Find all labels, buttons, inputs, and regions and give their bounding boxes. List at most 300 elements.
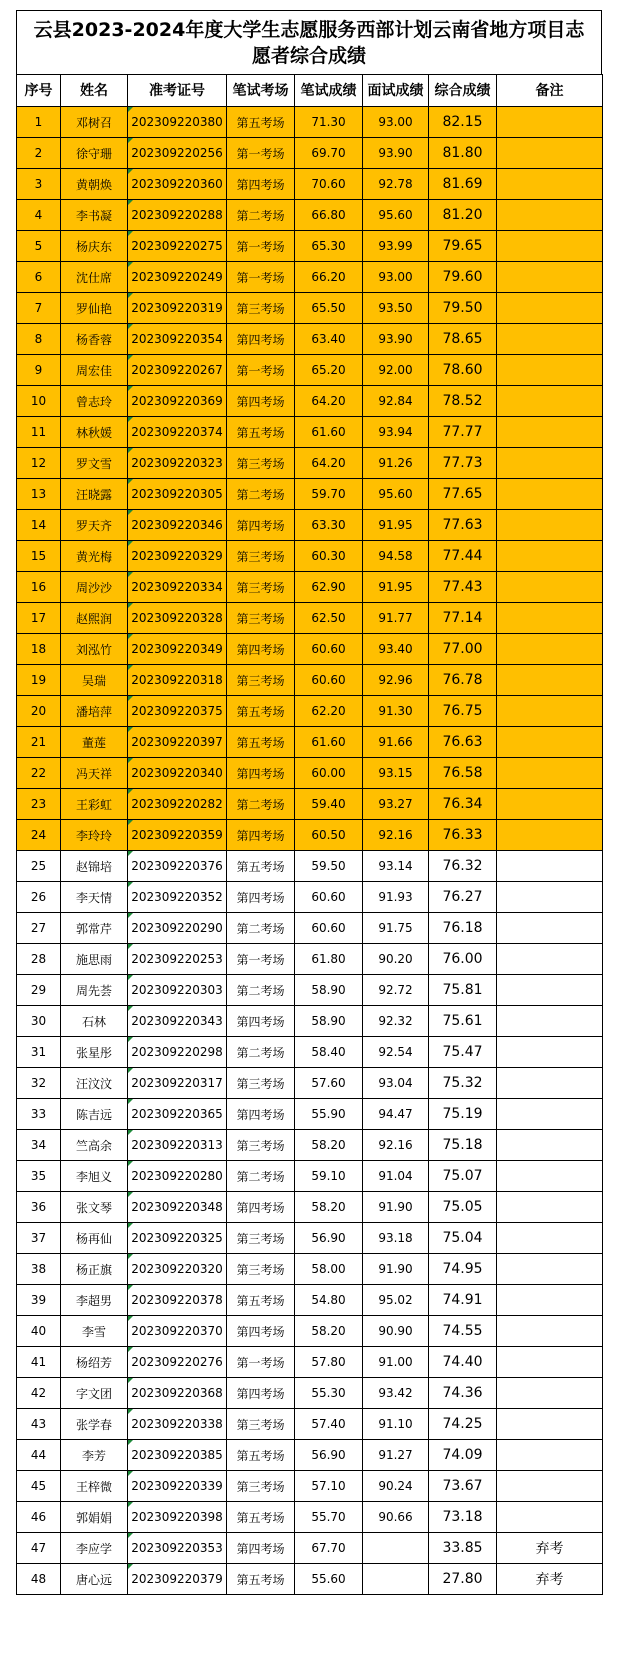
name-cell: 周先荟	[61, 975, 128, 1006]
name-cell: 杨香蓉	[61, 324, 128, 355]
interview-score-cell: 91.95	[363, 572, 429, 603]
exam-id-cell: 202309220249	[128, 262, 227, 293]
note-cell	[497, 138, 603, 169]
exam-room-cell: 第四考场	[227, 820, 295, 851]
table-row	[17, 1440, 603, 1471]
exam-room-cell: 第四考场	[227, 634, 295, 665]
composite-score-cell: 76.33	[429, 820, 497, 851]
index-cell: 42	[17, 1378, 61, 1409]
note-cell	[497, 1409, 603, 1440]
note-cell	[497, 1440, 603, 1471]
written-score-cell: 63.40	[295, 324, 363, 355]
table-row	[17, 1502, 603, 1533]
table-row	[17, 1347, 603, 1378]
table-row	[17, 1130, 603, 1161]
index-cell: 23	[17, 789, 61, 820]
composite-score-cell: 77.63	[429, 510, 497, 541]
name-cell: 郭娟娟	[61, 1502, 128, 1533]
index-cell: 19	[17, 665, 61, 696]
exam-room-cell: 第二考场	[227, 913, 295, 944]
index-cell: 30	[17, 1006, 61, 1037]
exam-room-cell: 第三考场	[227, 1471, 295, 1502]
index-cell: 26	[17, 882, 61, 913]
interview-score-cell: 91.10	[363, 1409, 429, 1440]
index-cell: 20	[17, 696, 61, 727]
name-cell: 王梓微	[61, 1471, 128, 1502]
name-cell: 字文团	[61, 1378, 128, 1409]
written-score-cell: 70.60	[295, 169, 363, 200]
composite-score-cell: 76.18	[429, 913, 497, 944]
exam-room-cell: 第五考场	[227, 1285, 295, 1316]
name-cell: 杨庆东	[61, 231, 128, 262]
exam-id-cell: 202309220282	[128, 789, 227, 820]
name-cell: 汪晓露	[61, 479, 128, 510]
written-score-cell: 58.90	[295, 975, 363, 1006]
note-cell	[497, 975, 603, 1006]
composite-score-cell: 73.67	[429, 1471, 497, 1502]
exam-room-cell: 第二考场	[227, 479, 295, 510]
exam-room-cell: 第四考场	[227, 510, 295, 541]
exam-id-cell: 202309220303	[128, 975, 227, 1006]
exam-room-cell: 第四考场	[227, 1006, 295, 1037]
name-cell: 邓树召	[61, 107, 128, 138]
composite-score-cell: 76.00	[429, 944, 497, 975]
table-row	[17, 479, 603, 510]
exam-room-cell: 第一考场	[227, 138, 295, 169]
exam-room-cell: 第三考场	[227, 1130, 295, 1161]
note-cell	[497, 417, 603, 448]
table-row	[17, 603, 603, 634]
note-cell	[497, 200, 603, 231]
composite-score-cell: 77.65	[429, 479, 497, 510]
table-row	[17, 417, 603, 448]
exam-id-cell: 202309220313	[128, 1130, 227, 1161]
composite-score-cell: 79.50	[429, 293, 497, 324]
exam-id-cell: 202309220359	[128, 820, 227, 851]
interview-score-cell: 91.04	[363, 1161, 429, 1192]
composite-score-cell: 33.85	[429, 1533, 497, 1564]
table-row	[17, 1006, 603, 1037]
exam-id-cell: 202309220352	[128, 882, 227, 913]
written-score-cell: 60.30	[295, 541, 363, 572]
written-score-cell: 69.70	[295, 138, 363, 169]
note-cell	[497, 1347, 603, 1378]
note-cell	[497, 789, 603, 820]
table-row	[17, 1316, 603, 1347]
index-cell: 45	[17, 1471, 61, 1502]
interview-score-cell: 92.84	[363, 386, 429, 417]
composite-score-cell: 75.04	[429, 1223, 497, 1254]
exam-id-cell: 202309220385	[128, 1440, 227, 1471]
written-score-cell: 65.30	[295, 231, 363, 262]
table-row	[17, 1409, 603, 1440]
index-cell: 27	[17, 913, 61, 944]
written-score-cell: 58.00	[295, 1254, 363, 1285]
name-cell: 陈吉远	[61, 1099, 128, 1130]
exam-room-cell: 第三考场	[227, 1068, 295, 1099]
name-cell: 张星彤	[61, 1037, 128, 1068]
exam-room-cell: 第三考场	[227, 448, 295, 479]
interview-score-cell: 91.77	[363, 603, 429, 634]
name-cell: 潘培萍	[61, 696, 128, 727]
table-row	[17, 231, 603, 262]
note-cell	[497, 479, 603, 510]
composite-score-cell: 78.65	[429, 324, 497, 355]
written-score-cell: 59.40	[295, 789, 363, 820]
composite-score-cell: 75.61	[429, 1006, 497, 1037]
composite-score-cell: 81.80	[429, 138, 497, 169]
composite-score-cell: 77.73	[429, 448, 497, 479]
sheet-title: 云县2023-2024年度大学生志愿服务西部计划云南省地方项目志愿者综合成绩	[16, 10, 602, 74]
index-cell: 36	[17, 1192, 61, 1223]
name-cell: 施思雨	[61, 944, 128, 975]
table-row	[17, 200, 603, 231]
exam-id-cell: 202309220298	[128, 1037, 227, 1068]
written-score-cell: 60.60	[295, 913, 363, 944]
table-row	[17, 324, 603, 355]
written-score-cell: 56.90	[295, 1223, 363, 1254]
index-cell: 28	[17, 944, 61, 975]
table-row	[17, 1068, 603, 1099]
table-row	[17, 665, 603, 696]
exam-id-cell: 202309220369	[128, 386, 227, 417]
index-cell: 48	[17, 1564, 61, 1595]
written-score-cell: 60.60	[295, 882, 363, 913]
header-written-score: 笔试成绩	[295, 75, 363, 107]
index-cell: 37	[17, 1223, 61, 1254]
header-exam-id: 准考证号	[128, 75, 227, 107]
exam-id-cell: 202309220346	[128, 510, 227, 541]
header-name: 姓名	[61, 75, 128, 107]
written-score-cell: 55.90	[295, 1099, 363, 1130]
exam-room-cell: 第二考场	[227, 1037, 295, 1068]
interview-score-cell: 95.60	[363, 479, 429, 510]
exam-id-cell: 202309220343	[128, 1006, 227, 1037]
name-cell: 杨再仙	[61, 1223, 128, 1254]
note-cell	[497, 1254, 603, 1285]
name-cell: 赵熙润	[61, 603, 128, 634]
table-row	[17, 169, 603, 200]
interview-score-cell: 93.99	[363, 231, 429, 262]
interview-score-cell: 92.72	[363, 975, 429, 1006]
exam-id-cell: 202309220276	[128, 1347, 227, 1378]
table-row	[17, 541, 603, 572]
index-cell: 34	[17, 1130, 61, 1161]
written-score-cell: 65.50	[295, 293, 363, 324]
interview-score-cell: 93.00	[363, 262, 429, 293]
written-score-cell: 61.60	[295, 417, 363, 448]
interview-score-cell	[363, 1533, 429, 1564]
index-cell: 5	[17, 231, 61, 262]
written-score-cell: 63.30	[295, 510, 363, 541]
index-cell: 44	[17, 1440, 61, 1471]
exam-id-cell: 202309220267	[128, 355, 227, 386]
exam-id-cell: 202309220397	[128, 727, 227, 758]
note-cell	[497, 107, 603, 138]
exam-room-cell: 第三考场	[227, 665, 295, 696]
exam-id-cell: 202309220338	[128, 1409, 227, 1440]
written-score-cell: 62.20	[295, 696, 363, 727]
index-cell: 12	[17, 448, 61, 479]
table-row	[17, 1533, 603, 1564]
composite-score-cell: 75.81	[429, 975, 497, 1006]
table-row	[17, 944, 603, 975]
table-row	[17, 1378, 603, 1409]
interview-score-cell: 91.93	[363, 882, 429, 913]
index-cell: 32	[17, 1068, 61, 1099]
exam-room-cell: 第四考场	[227, 1378, 295, 1409]
composite-score-cell: 81.69	[429, 169, 497, 200]
interview-score-cell	[363, 1564, 429, 1595]
interview-score-cell: 93.90	[363, 324, 429, 355]
exam-room-cell: 第三考场	[227, 603, 295, 634]
name-cell: 石林	[61, 1006, 128, 1037]
composite-score-cell: 79.60	[429, 262, 497, 293]
table-body	[17, 107, 603, 1595]
exam-id-cell: 202309220256	[128, 138, 227, 169]
exam-room-cell: 第三考场	[227, 1409, 295, 1440]
note-cell	[497, 1378, 603, 1409]
name-cell: 徐守珊	[61, 138, 128, 169]
table-row	[17, 696, 603, 727]
exam-room-cell: 第四考场	[227, 1192, 295, 1223]
exam-room-cell: 第三考场	[227, 541, 295, 572]
index-cell: 24	[17, 820, 61, 851]
note-cell	[497, 324, 603, 355]
table-row	[17, 510, 603, 541]
interview-score-cell: 95.02	[363, 1285, 429, 1316]
name-cell: 冯天祥	[61, 758, 128, 789]
composite-score-cell: 82.15	[429, 107, 497, 138]
table-row	[17, 572, 603, 603]
composite-score-cell: 76.34	[429, 789, 497, 820]
composite-score-cell: 74.09	[429, 1440, 497, 1471]
note-cell	[497, 1502, 603, 1533]
index-cell: 14	[17, 510, 61, 541]
note-cell	[497, 696, 603, 727]
exam-room-cell: 第五考场	[227, 1502, 295, 1533]
note-cell	[497, 1037, 603, 1068]
note-cell	[497, 603, 603, 634]
name-cell: 李玲玲	[61, 820, 128, 851]
exam-id-cell: 202309220365	[128, 1099, 227, 1130]
note-cell	[497, 1130, 603, 1161]
index-cell: 29	[17, 975, 61, 1006]
interview-score-cell: 92.00	[363, 355, 429, 386]
exam-id-cell: 202309220339	[128, 1471, 227, 1502]
table-row	[17, 851, 603, 882]
exam-id-cell: 202309220253	[128, 944, 227, 975]
exam-id-cell: 202309220320	[128, 1254, 227, 1285]
interview-score-cell: 90.20	[363, 944, 429, 975]
index-cell: 35	[17, 1161, 61, 1192]
interview-score-cell: 93.04	[363, 1068, 429, 1099]
note-cell	[497, 572, 603, 603]
interview-score-cell: 94.58	[363, 541, 429, 572]
exam-id-cell: 202309220370	[128, 1316, 227, 1347]
index-cell: 43	[17, 1409, 61, 1440]
composite-score-cell: 77.00	[429, 634, 497, 665]
composite-score-cell: 76.58	[429, 758, 497, 789]
written-score-cell: 58.20	[295, 1192, 363, 1223]
index-cell: 39	[17, 1285, 61, 1316]
composite-score-cell: 74.55	[429, 1316, 497, 1347]
name-cell: 郭常芹	[61, 913, 128, 944]
interview-score-cell: 91.66	[363, 727, 429, 758]
composite-score-cell: 81.20	[429, 200, 497, 231]
exam-room-cell: 第四考场	[227, 386, 295, 417]
written-score-cell: 67.70	[295, 1533, 363, 1564]
note-cell	[497, 634, 603, 665]
exam-room-cell: 第四考场	[227, 758, 295, 789]
composite-score-cell: 74.40	[429, 1347, 497, 1378]
name-cell: 沈仕席	[61, 262, 128, 293]
header-composite-score: 综合成绩	[429, 75, 497, 107]
exam-id-cell: 202309220319	[128, 293, 227, 324]
name-cell: 李雪	[61, 1316, 128, 1347]
exam-id-cell: 202309220378	[128, 1285, 227, 1316]
index-cell: 9	[17, 355, 61, 386]
interview-score-cell: 92.16	[363, 820, 429, 851]
written-score-cell: 66.20	[295, 262, 363, 293]
note-cell	[497, 1471, 603, 1502]
index-cell: 4	[17, 200, 61, 231]
composite-score-cell: 75.18	[429, 1130, 497, 1161]
exam-room-cell: 第四考场	[227, 169, 295, 200]
note-cell	[497, 293, 603, 324]
index-cell: 7	[17, 293, 61, 324]
exam-id-cell: 202309220334	[128, 572, 227, 603]
written-score-cell: 55.60	[295, 1564, 363, 1595]
exam-room-cell: 第四考场	[227, 324, 295, 355]
index-cell: 33	[17, 1099, 61, 1130]
written-score-cell: 59.70	[295, 479, 363, 510]
table-row	[17, 355, 603, 386]
table-row	[17, 1161, 603, 1192]
name-cell: 李天情	[61, 882, 128, 913]
index-cell: 8	[17, 324, 61, 355]
interview-score-cell: 93.50	[363, 293, 429, 324]
name-cell: 汪汶汶	[61, 1068, 128, 1099]
interview-score-cell: 91.90	[363, 1192, 429, 1223]
interview-score-cell: 90.90	[363, 1316, 429, 1347]
written-score-cell: 58.20	[295, 1130, 363, 1161]
exam-room-cell: 第五考场	[227, 1440, 295, 1471]
name-cell: 李书凝	[61, 200, 128, 231]
note-cell	[497, 758, 603, 789]
composite-score-cell: 75.07	[429, 1161, 497, 1192]
name-cell: 杨正旗	[61, 1254, 128, 1285]
index-cell: 25	[17, 851, 61, 882]
note-cell	[497, 510, 603, 541]
header-exam-room: 笔试考场	[227, 75, 295, 107]
exam-room-cell: 第一考场	[227, 1347, 295, 1378]
note-cell	[497, 913, 603, 944]
exam-id-cell: 202309220398	[128, 1502, 227, 1533]
exam-room-cell: 第四考场	[227, 1316, 295, 1347]
written-score-cell: 60.50	[295, 820, 363, 851]
note-cell: 弃考	[497, 1533, 603, 1564]
written-score-cell: 61.60	[295, 727, 363, 758]
interview-score-cell: 92.32	[363, 1006, 429, 1037]
header-note: 备注	[497, 75, 603, 107]
written-score-cell: 64.20	[295, 448, 363, 479]
index-cell: 41	[17, 1347, 61, 1378]
exam-id-cell: 202309220340	[128, 758, 227, 789]
exam-room-cell: 第三考场	[227, 293, 295, 324]
table-row	[17, 758, 603, 789]
written-score-cell: 58.90	[295, 1006, 363, 1037]
index-cell: 17	[17, 603, 61, 634]
index-cell: 13	[17, 479, 61, 510]
exam-id-cell: 202309220376	[128, 851, 227, 882]
composite-score-cell: 75.05	[429, 1192, 497, 1223]
table-row	[17, 1223, 603, 1254]
index-cell: 38	[17, 1254, 61, 1285]
composite-score-cell: 75.32	[429, 1068, 497, 1099]
index-cell: 22	[17, 758, 61, 789]
name-cell: 黄光梅	[61, 541, 128, 572]
exam-id-cell: 202309220348	[128, 1192, 227, 1223]
exam-room-cell: 第四考场	[227, 1099, 295, 1130]
note-cell	[497, 727, 603, 758]
interview-score-cell: 93.90	[363, 138, 429, 169]
name-cell: 周宏佳	[61, 355, 128, 386]
composite-score-cell: 78.60	[429, 355, 497, 386]
name-cell: 吴瑞	[61, 665, 128, 696]
table-row	[17, 1564, 603, 1595]
note-cell	[497, 1285, 603, 1316]
exam-room-cell: 第五考场	[227, 696, 295, 727]
written-score-cell: 62.50	[295, 603, 363, 634]
name-cell: 王彩虹	[61, 789, 128, 820]
interview-score-cell: 90.24	[363, 1471, 429, 1502]
table-row	[17, 882, 603, 913]
table-row	[17, 138, 603, 169]
index-cell: 18	[17, 634, 61, 665]
exam-id-cell: 202309220288	[128, 200, 227, 231]
name-cell: 竺高余	[61, 1130, 128, 1161]
table-row	[17, 448, 603, 479]
index-cell: 1	[17, 107, 61, 138]
written-score-cell: 61.80	[295, 944, 363, 975]
name-cell: 罗仙艳	[61, 293, 128, 324]
index-cell: 16	[17, 572, 61, 603]
composite-score-cell: 75.47	[429, 1037, 497, 1068]
name-cell: 张文琴	[61, 1192, 128, 1223]
interview-score-cell: 93.14	[363, 851, 429, 882]
interview-score-cell: 92.96	[363, 665, 429, 696]
exam-room-cell: 第一考场	[227, 355, 295, 386]
interview-score-cell: 91.26	[363, 448, 429, 479]
exam-room-cell: 第五考场	[227, 727, 295, 758]
name-cell: 李旭义	[61, 1161, 128, 1192]
composite-score-cell: 76.78	[429, 665, 497, 696]
exam-room-cell: 第一考场	[227, 231, 295, 262]
exam-id-cell: 202309220379	[128, 1564, 227, 1595]
index-cell: 15	[17, 541, 61, 572]
composite-score-cell: 77.44	[429, 541, 497, 572]
name-cell: 黄朝焕	[61, 169, 128, 200]
exam-id-cell: 202309220317	[128, 1068, 227, 1099]
interview-score-cell: 91.90	[363, 1254, 429, 1285]
exam-room-cell: 第五考场	[227, 417, 295, 448]
exam-id-cell: 202309220328	[128, 603, 227, 634]
exam-id-cell: 202309220275	[128, 231, 227, 262]
written-score-cell: 59.50	[295, 851, 363, 882]
written-score-cell: 55.70	[295, 1502, 363, 1533]
interview-score-cell: 94.47	[363, 1099, 429, 1130]
